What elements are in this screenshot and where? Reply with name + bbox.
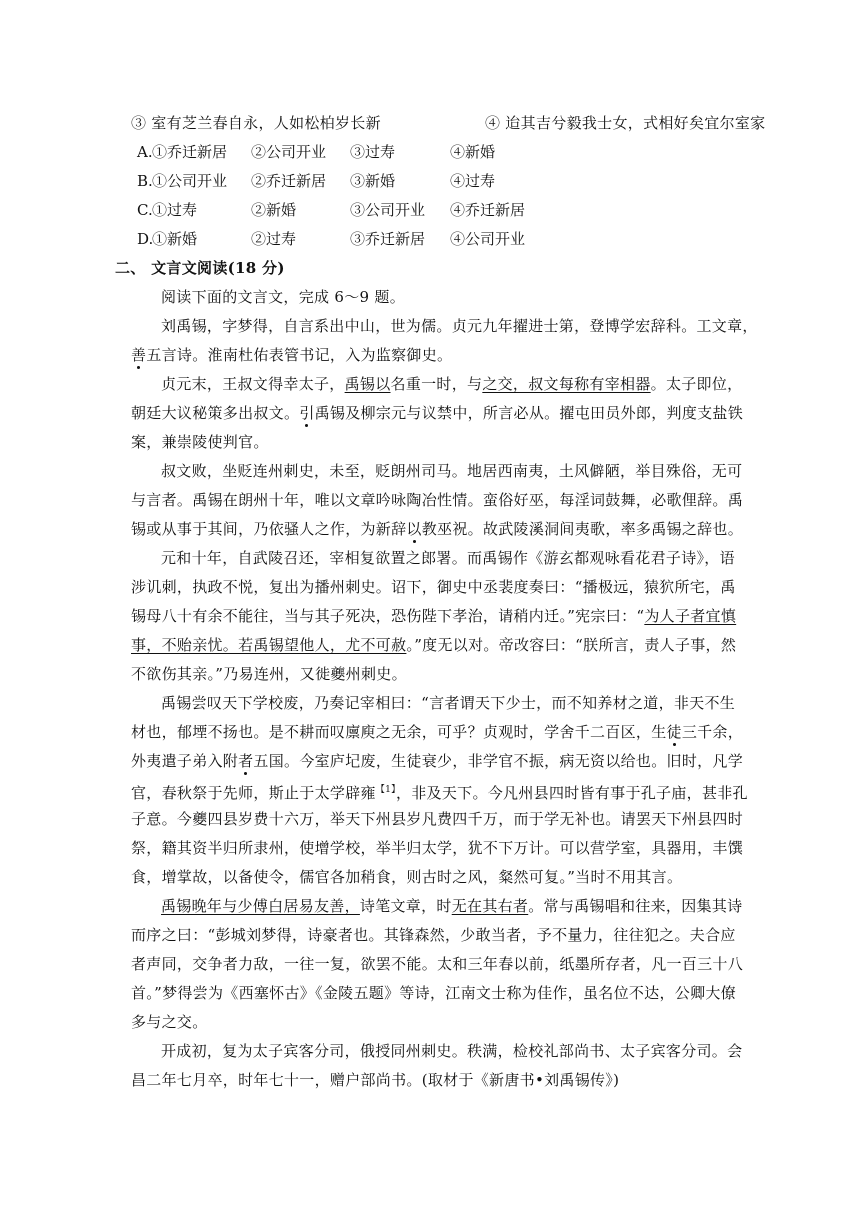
passage-line: 者声同，交争者力敌，一往一复，欲罢不能。太和三年春以前，纸墨所存者，凡一百三十八: [131, 955, 744, 973]
option-letter: D.: [137, 230, 154, 248]
text-segment: 名重一时，与: [390, 375, 483, 393]
text-segment: 三千余，: [681, 723, 744, 741]
option-choice-4: ④公司开业: [450, 230, 526, 248]
underlined-text: 禹锡晚年与少傅白居易友善，: [161, 897, 360, 915]
option-letter: B.: [137, 172, 153, 190]
passage-line: 案，兼崇陵使判官。: [131, 433, 269, 451]
dotted-char: 善: [131, 346, 147, 364]
passage-line: 叔文败，坐贬连州刺史，未至，贬朗州司马。地居西南夷，土风僻陋，举目殊俗，无可: [161, 462, 743, 480]
passage-line: 涉讥刺，执政不悦，复出为播州刺史。诏下，御史中丞裴度奏曰：“播极远，猿狖所宅，禹: [131, 578, 736, 596]
text-segment: 五言诗。淮南杜佑表管书记，入为监察御史。: [146, 346, 453, 364]
passage-line: [131, 722, 743, 742]
underlined-text: 之交，叔文每称有宰相器: [482, 375, 651, 393]
option-choice-2: ②新婚: [251, 201, 297, 219]
passage-line: [131, 780, 748, 803]
option-choice-1: ①新婚: [152, 230, 198, 248]
text-segment: 。常与禹锡唱和往来，因集其诗: [528, 897, 743, 915]
text-segment: 锡或从事于其间，乃依骚人之作，为新辞: [131, 520, 407, 538]
q5-item-4: ④ 迨其吉兮毅我士女，式相好矣宜尔室家: [485, 114, 766, 132]
passage-line: 刘禹锡，字梦得，自言系出中山，世为儒。贞元九年擢进士第，登博学宏辞科。工文章，: [161, 317, 758, 335]
footnote-marker: 【1】: [375, 785, 396, 795]
passage-line: 不欲伤其亲。”乃易连州，又徙夔州刺史。: [131, 665, 407, 683]
option-choice-3: ③过寿: [350, 143, 396, 161]
passage-line: [131, 403, 743, 423]
option-choice-2: ②乔迁新居: [251, 172, 327, 190]
q5-item-3: ③ 室有芝兰春自永，人如松柏岁长新: [131, 114, 381, 132]
passage-line: [131, 606, 736, 626]
passage-line: 首。”梦得尝为《西塞怀古》《金陵五题》等诗，江南文士称为佳作，虽名位不达，公卿大僚: [131, 984, 736, 1002]
passage-line: [161, 896, 742, 916]
underlined-text: 无在其右者: [451, 897, 529, 915]
text-segment: 锡母八十有余不能往，当与其子死决，恐伤陛下孝治，请稍内迁。”宪宗曰：“: [131, 607, 645, 625]
passage-line: 子意。今夔四县岁费十六万，举天下州县岁凡费四千万，而于学无补也。请罢天下州县四时: [131, 810, 744, 828]
option-choice-4: ④新婚: [450, 143, 496, 161]
option-letter: A.: [137, 143, 153, 161]
passage-line: [131, 345, 452, 365]
dotted-char: 以: [406, 520, 422, 538]
option-choice-1: ①公司开业: [152, 172, 228, 190]
passage-line: 昌二年七月卒，时年七十一，赠户部尚书。(取材于《新唐书•刘禹锡传》): [131, 1071, 620, 1089]
option-choice-1: ①乔迁新居: [152, 143, 228, 161]
passage-line: 而序之曰：“彭城刘梦得，诗豪者也。其锋森然，少敢当者，予不量力，往往犯之。夫合应: [131, 926, 736, 944]
section-instruction: 阅读下面的文言文，完成 6～9 题。: [161, 288, 406, 306]
option-choice-2: ②公司开业: [251, 143, 327, 161]
option-choice-3: ③乔迁新居: [350, 230, 426, 248]
option-choice-4: ④乔迁新居: [450, 201, 526, 219]
text-segment: ，非及天下。今凡州县四时皆有事于孔子庙，甚非孔: [395, 784, 748, 802]
text-segment: 诗笔文章，时: [359, 897, 452, 915]
option-choice-1: ①过寿: [152, 201, 198, 219]
text-segment: 教巫祝。故武陵溪洞间夷歌，率多禹锡之辞也。: [421, 520, 744, 538]
passage-line: 祭，籍其资半归所隶州，使增学校，举半归太学，犹不下万计。可以营学室，具器用，丰馔: [131, 839, 744, 857]
underlined-text: 事，不贻亲忧。若禹锡望他人，尤不可赦: [131, 636, 407, 654]
passage-line: 食，增掌故，以备使令，儒官各加稍食，则古时之风，粲然可复。”当时不用其言。: [131, 868, 683, 886]
passage-line: 元和十年，自武陵召还，宰相复欲置之郎署。而禹锡作《游玄都观咏看花君子诗》，语: [161, 549, 735, 567]
text-segment: 材也，郁堙不扬也。是不耕而叹廪庾之无余，可乎？贞观时，学舍千二百区，生: [131, 723, 667, 741]
option-choice-3: ③公司开业: [350, 201, 426, 219]
text-segment: 官，春秋祭于先师，斯止于太学辟雍: [131, 784, 376, 802]
underlined-text: 为人子者宜慎: [644, 607, 737, 625]
passage-line: [131, 635, 736, 655]
passage-line: [131, 751, 743, 771]
passage-line: 禹锡尝叹天下学校废，乃奏记宰相曰：“言者谓天下少士，而不知养材之道，非天不生: [161, 694, 736, 712]
section-heading: 二、 文言文阅读(18 分): [115, 259, 285, 277]
passage-line: 开成初，复为太子宾客分司，俄授同州刺史。秩满，检校礼部尚书、太子宾客分司。会: [161, 1042, 743, 1060]
option-choice-2: ②过寿: [251, 230, 297, 248]
passage-line: [131, 519, 743, 539]
dotted-char: 徒: [666, 723, 682, 741]
passage-line: [161, 374, 742, 394]
underlined-text: 禹锡以: [344, 375, 391, 393]
passage-line: 多与之交。: [131, 1013, 208, 1031]
dotted-char: 者: [238, 752, 254, 770]
text-segment: 。太子即位，: [650, 375, 743, 393]
text-segment: 朝廷大议秘策多出叔文。: [131, 404, 300, 422]
option-choice-4: ④过寿: [450, 172, 496, 190]
text-segment: 五国。今室庐圮废，生徒衰少，非学官不振，病无资以给也。旧时，凡学: [253, 752, 744, 770]
text-segment: 。”度无以对。帝改容曰：“朕所言，责人子事，然: [406, 636, 737, 654]
text-segment: 外夷遣子弟入附: [131, 752, 239, 770]
option-letter: C.: [137, 201, 153, 219]
text-segment: 禹锡及柳宗元与议禁中，所言必从。擢屯田员外郎，判度支盐铁: [314, 404, 744, 422]
text-segment: 贞元末，王叔文得幸太子，: [161, 375, 345, 393]
option-choice-3: ③新婚: [350, 172, 396, 190]
dotted-char: 引: [299, 404, 315, 422]
passage-line: 与言者。禹锡在朗州十年，唯以文章吟咏陶冶性情。蛮俗好巫，每淫词鼓舞，必歌俚辞。禹: [131, 491, 744, 509]
